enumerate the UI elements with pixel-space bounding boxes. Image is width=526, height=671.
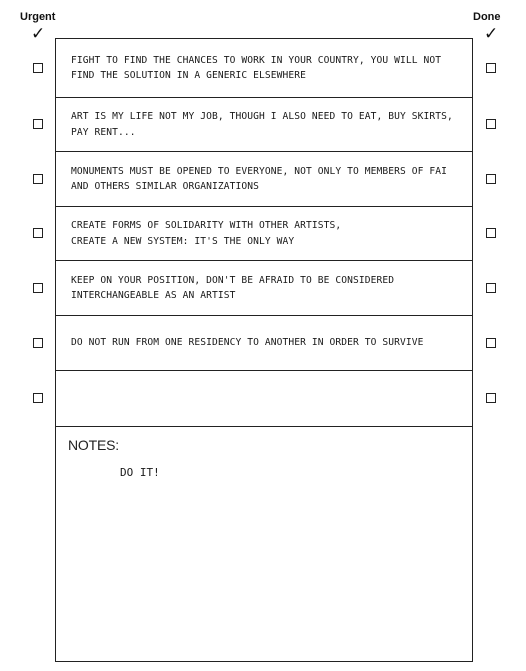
urgent-checkmark-icon: ✓ [31,24,46,44]
urgent-checkbox[interactable] [33,119,43,129]
done-checkbox[interactable] [486,119,496,129]
task-row [56,39,472,98]
task-row [56,316,472,371]
task-row [56,261,472,316]
urgent-checkbox[interactable] [33,283,43,293]
done-checkbox[interactable] [486,228,496,238]
urgent-checkbox[interactable] [33,393,43,403]
notes-body: DO IT! [120,466,160,479]
task-row [56,98,472,152]
task-text: CREATE FORMS OF SOLIDARITY WITH OTHER ARTISTS, CREATE A NEW SYSTEM: IT'S THE ONLY WAY [71,220,342,247]
urgent-column-header: Urgent [20,11,56,23]
notes-title: NOTES: [68,437,119,453]
task-text: KEEP ON YOUR POSITION, DON'T BE AFRAID TO BE CONSIDERED INTERCHANGEABLE AS AN ARTIST [71,274,395,301]
done-checkbox[interactable] [486,393,496,403]
urgent-checkbox[interactable] [33,174,43,184]
urgent-checkbox[interactable] [33,338,43,348]
done-checkbox[interactable] [486,338,496,348]
task-text: DO NOT RUN FROM ONE RESIDENCY TO ANOTHER IN ORDER TO SURVIVE [71,337,424,349]
todo-sheet [55,38,473,662]
task-row [56,371,472,427]
urgent-checkbox[interactable] [33,228,43,238]
done-column-header: Done [473,11,501,23]
done-checkbox[interactable] [486,283,496,293]
done-checkmark-icon: ✓ [484,24,499,44]
task-text: ART IS MY LIFE NOT MY JOB, THOUGH I ALSO NEED TO EAT, BUY SKIRTS, PAY RENT... [71,111,453,138]
task-text: MONUMENTS MUST BE OPENED TO EVERYONE, NOT ONLY TO MEMBERS OF FAI AND OTHERS SIMILAR ORGANIZATIONS [71,165,448,192]
task-row [56,152,472,207]
urgent-checkbox[interactable] [33,63,43,73]
done-checkbox[interactable] [486,63,496,73]
done-checkbox[interactable] [486,174,496,184]
task-text: FIGHT TO FIND THE CHANCES TO WORK IN YOUR COUNTRY, YOU WILL NOT FIND THE SOLUTION IN A GENERIC ELSEWHERE [71,54,442,81]
task-row [56,207,472,261]
